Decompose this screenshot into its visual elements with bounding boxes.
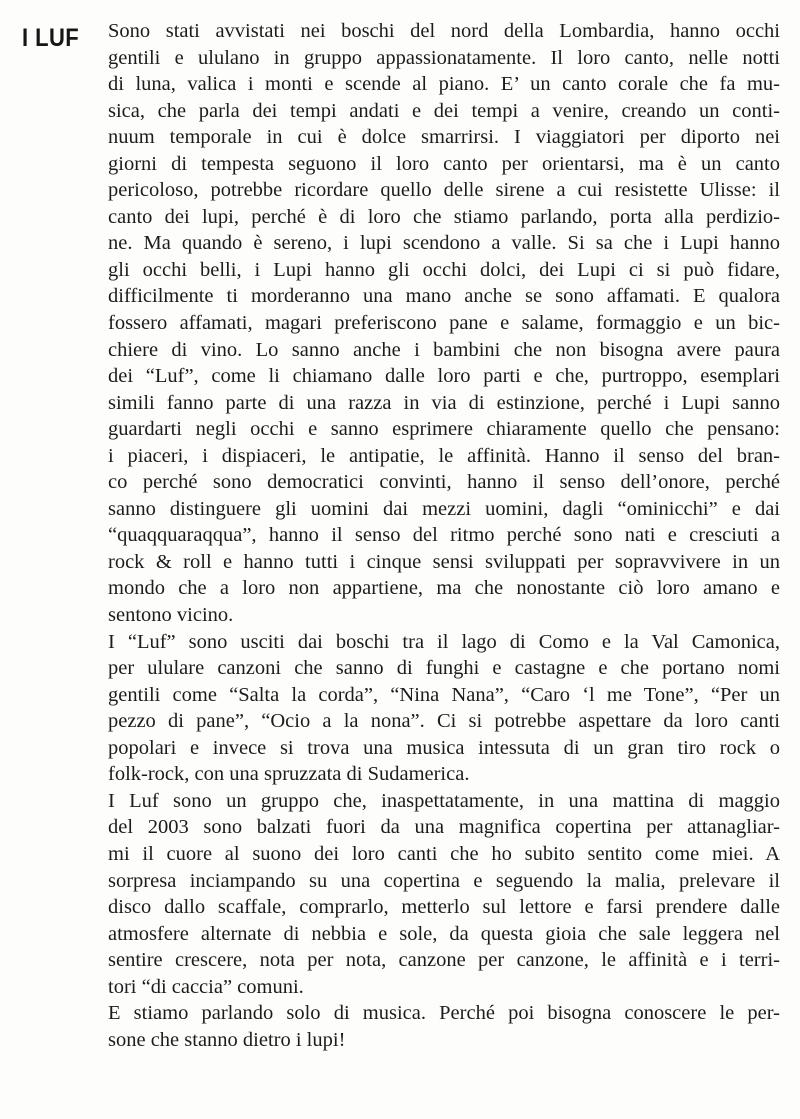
article-heading: I LUF [22,24,80,52]
text-line: mi il cuore al suono dei loro canti che ho subito sentito come miei. A [108,842,780,865]
text-line: E stiamo parlando solo di musica. Perché poi bisogna conoscere le per- [108,1002,780,1025]
text-line: atmosfere alternate di nebbia e sole, da questa gioia che sale leggera nel [108,922,780,945]
text-line: guardarti negli occhi e sanno esprimere chiaramente quello che pensano: [108,418,780,441]
text-line: canto dei lupi, perché è di loro che stiamo parlando, porta alla perdizio- [108,205,780,228]
text-line: dei “Luf”, come li chiamano dalle loro parti e che, purtroppo, esemplari [108,365,780,388]
text-line: sone che stanno dietro i lupi! [108,1028,346,1051]
text-line: del 2003 sono balzati fuori da una magnifica copertina per attanagliar- [108,816,780,839]
text-line: popolari e invece si trova una musica intessuta di un gran tiro rock o [108,736,780,759]
text-line: gli occhi belli, i Lupi hanno gli occhi dolci, dei Lupi ci si può fidare, [108,258,780,281]
text-line: pezzo di pane”, “Ocio a la nona”. Ci si potrebbe aspettare da loro canti [108,710,780,733]
text-line: tori “di caccia” comuni. [108,975,304,998]
text-line: Sono stati avvistati nei boschi del nord della Lombardia, hanno occhi [108,20,780,42]
text-line: fossero affamati, magari preferiscono pane e salame, formaggio e un bic- [108,312,780,335]
text-line: per ululare canzoni che sanno di funghi e castagne e che portano nomi [108,657,780,680]
text-line: I “Luf” sono usciti dai boschi tra il lago di Como e la Val Camonica, [108,630,780,653]
text-line: simili fanno parte di una razza in via di estinzione, perché i Lupi sanno [108,391,780,414]
text-line: chiere di vino. Lo sanno anche i bambini che non bisogna avere paura [108,338,780,361]
text-line: sentire crescere, nota per nota, canzone per canzone, le affinità e i terri- [108,949,780,972]
text-line: sentono vicino. [108,604,234,627]
text-line: “quaqquaraqqua”, hanno il senso del ritmo perché sono nati e cresciuti a [108,524,780,547]
text-line: giorni di tempesta seguono il loro canto per orientarsi, ma è un canto [108,152,780,175]
text-line: rock & roll e hanno tutti i cinque sensi sviluppati per sopravvivere in un [108,550,780,573]
text-line: disco dallo scaffale, comprarlo, metterlo sul lettore e farsi prendere dalle [108,896,780,919]
text-line: sanno distinguere gli uomini dai mezzi uomini, dagli “ominicchi” e dai [108,497,780,520]
article-body [108,18,780,1053]
text-line: difficilmente ti morderanno una mano anche se sono affamati. E qualora [108,285,780,308]
text-line: i piaceri, i dispiaceri, le antipatie, le affinità. Hanno il senso del bran- [108,444,780,467]
text-line: I Luf sono un gruppo che, inaspettatamente, in una mattina di maggio [108,789,780,812]
text-line: sica, che parla dei tempi andati e dei tempi a venire, creando un conti- [108,99,780,122]
text-line: folk-rock, con una spruzzata di Sudamerica. [108,763,470,786]
text-line: sorpresa inciampando su una copertina e seguendo la malia, prelevare il [108,869,780,892]
text-line: pericoloso, potrebbe ricordare quello delle sirene a cui resistette Ulisse: il [108,179,780,202]
text-line: co perché sono democratici convinti, hanno il senso dell’onore, perché [108,471,780,494]
text-line: di luna, valica i monti e scende al piano. E’ un canto corale che fa mu- [108,73,780,96]
text-line: gentili e ululano in gruppo appassionatamente. Il loro canto, nelle notti [108,46,780,69]
text-line: mondo che a loro non appartiene, ma che nonostante ciò loro amano e [108,577,780,600]
text-line: nuum temporale in cui è dolce smarrirsi. I viaggiatori per diporto nei [108,126,780,149]
text-line: gentili come “Salta la corda”, “Nina Nana”, “Caro ‘l me Tone”, “Per un [108,683,780,706]
text-line: ne. Ma quando è sereno, i lupi scendono a valle. Si sa che i Lupi hanno [108,232,780,255]
